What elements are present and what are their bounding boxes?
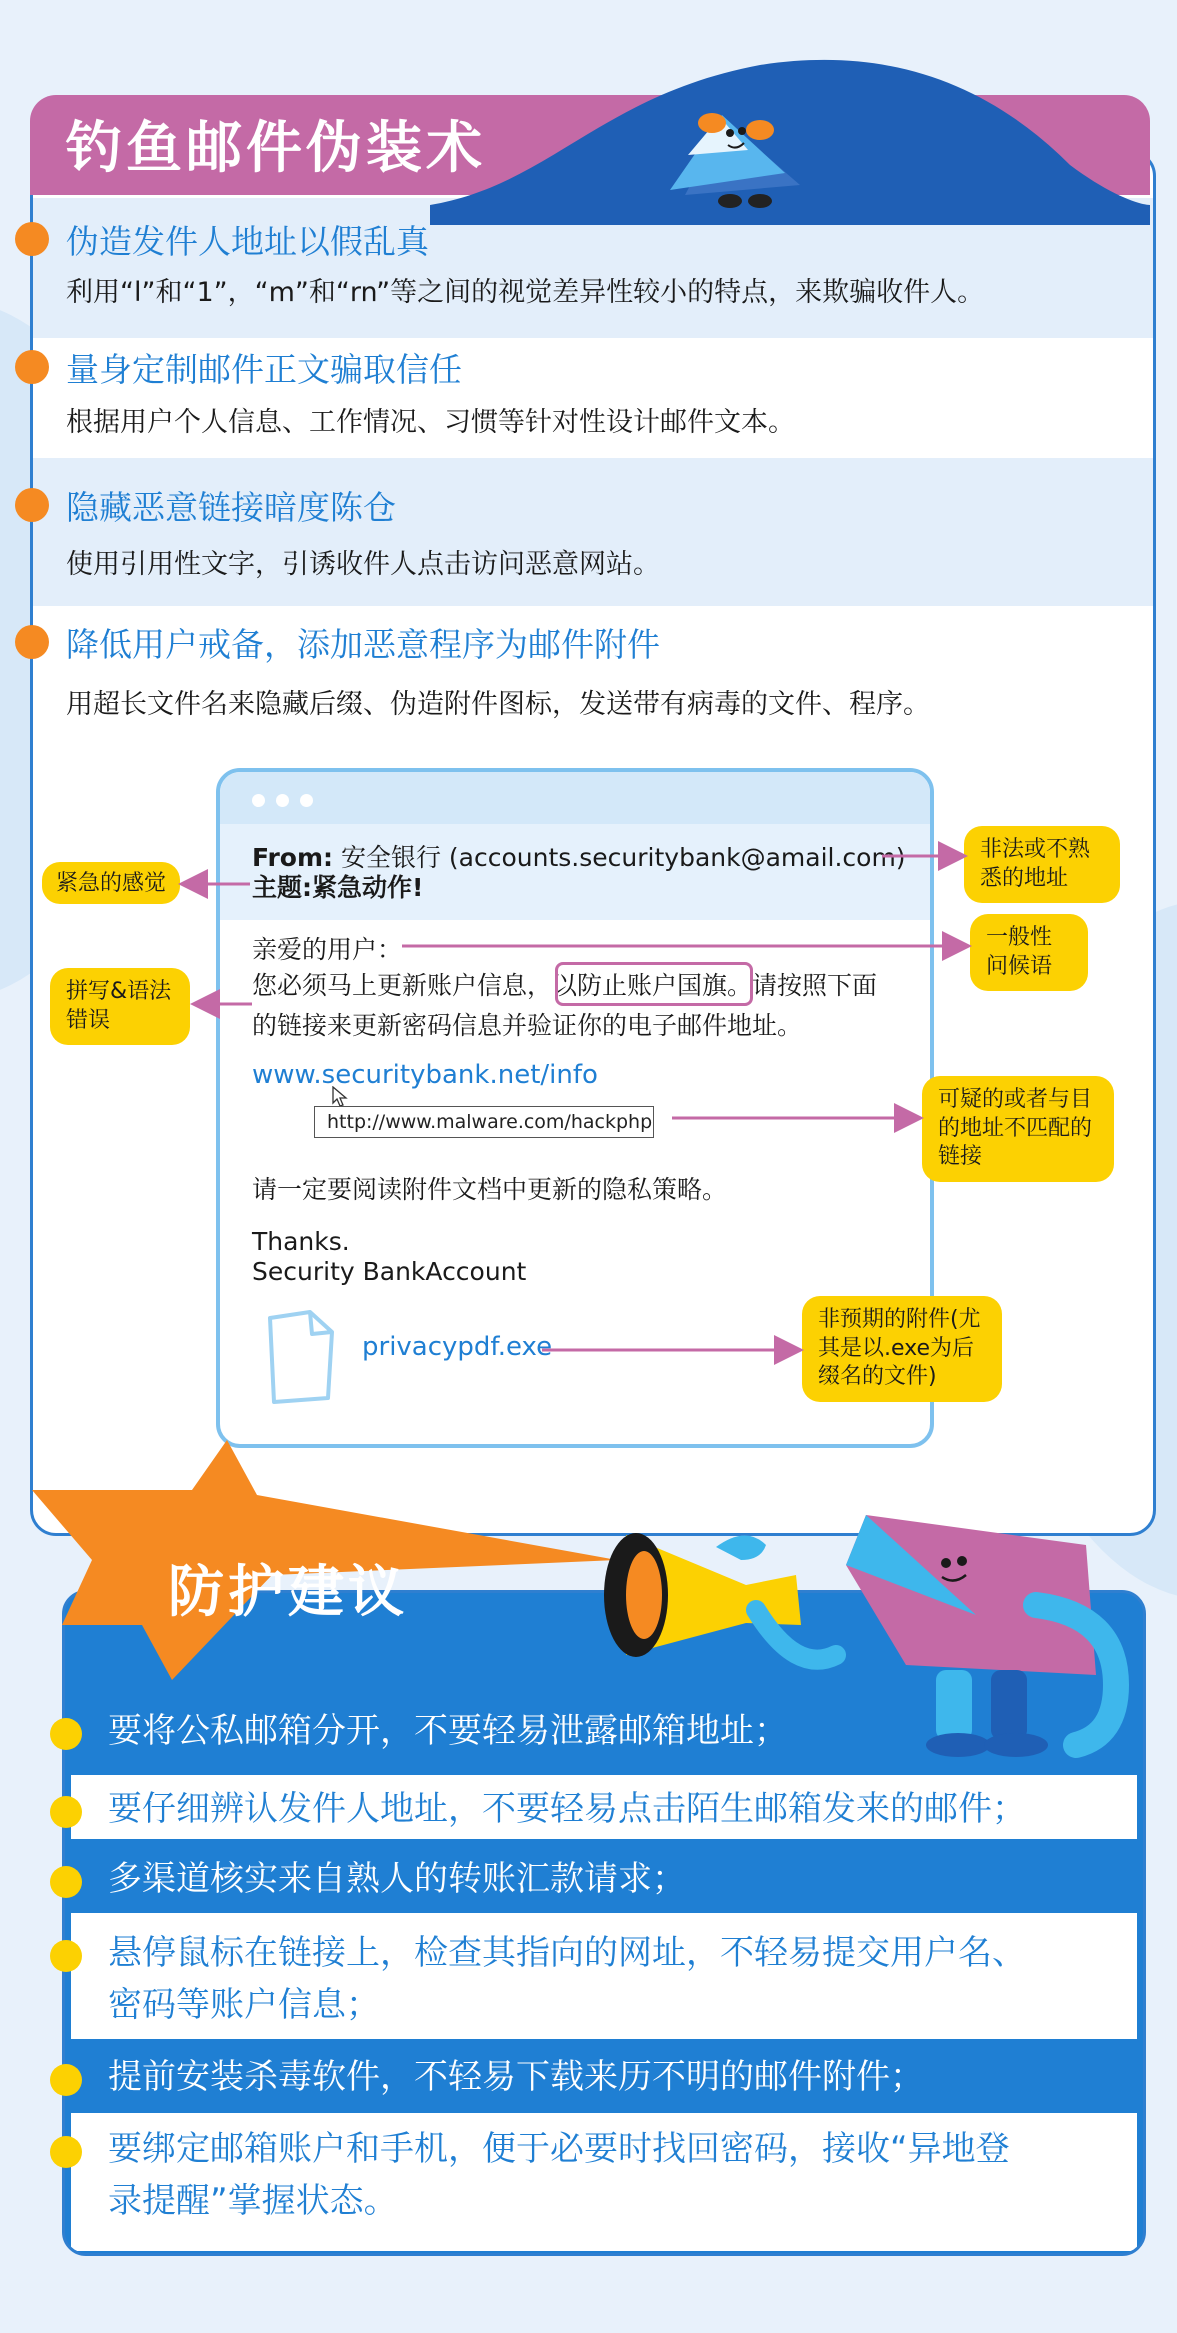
advice-text-5: 提前安装杀毒软件，不轻易下载来历不明的邮件附件；	[108, 2057, 924, 2097]
email-body-line1-highlight: 以防止账户国旗	[552, 971, 728, 1000]
email-link[interactable]: www.securitybank.net/info	[252, 1060, 598, 1090]
advice-text-6-line2: 录提醒”掌握状态。	[108, 2181, 398, 2221]
advice-bullet-2	[50, 1796, 82, 1828]
advice-text-3: 多渠道核实来自熟人的转账汇款请求；	[108, 1859, 686, 1899]
email-body-line1-b: 。请按照下面	[727, 971, 878, 1000]
tag-unfamiliar-address: 非法或不熟悉的地址	[964, 826, 1120, 903]
advice-bullet-5	[50, 2064, 82, 2096]
email-attachment[interactable]: privacypdf.exe	[362, 1332, 553, 1362]
advice-text-6-line1: 要绑定邮箱账户和手机，便于必要时找回密码，接收“异地登	[108, 2129, 1010, 2169]
tactic-desc-2: 根据用户个人信息、工作情况、习惯等针对性设计邮件文本。	[66, 407, 795, 438]
link-url-tooltip: http://www.malware.com/hackphp	[314, 1106, 654, 1138]
email-subject-label: 主题:	[252, 873, 312, 902]
email-notice: 请一定要阅读附件文档中更新的隐私策略。	[252, 1175, 728, 1204]
tag-spelling-grammar: 拼写&语法错误	[50, 968, 190, 1045]
email-greeting: 亲爱的用户：	[252, 935, 403, 964]
email-body-line1-a: 您必须马上更新账户信息，	[252, 971, 553, 1000]
tactic-desc-1: 利用“l”和“1”，“m”和“rn”等之间的视觉差异性较小的特点，来欺骗收件人。	[66, 277, 985, 308]
email-from-value: 安全银行 (accounts.securitybank@amail.com)	[340, 843, 906, 872]
email-signature: Security BankAccount	[252, 1257, 527, 1286]
advice-bullet-3	[50, 1866, 82, 1898]
tag-unexpected-attachment: 非预期的附件(尤其是以.exe为后缀名的文件)	[802, 1296, 1002, 1402]
advice-title: 防护建议	[168, 1560, 408, 1625]
page-title: 钓鱼邮件伪装术	[66, 116, 486, 181]
advice-text-4-line2: 密码等账户信息；	[108, 1985, 380, 2025]
tag-suspicious-link: 可疑的或者与目的地址不匹配的链接	[922, 1076, 1114, 1182]
tactic-heading-3: 隐藏恶意链接暗度陈仓	[66, 488, 396, 527]
tactic-desc-3: 使用引用性文字，引诱收件人点击访问恶意网站。	[66, 549, 660, 580]
tag-urgent: 紧急的感觉	[42, 862, 180, 904]
advice-text-2: 要仔细辨认发件人地址，不要轻易点击陌生邮箱发来的邮件；	[108, 1789, 1026, 1829]
email-body-line2: 的链接来更新密码信息并验证你的电子邮件地址。	[252, 1011, 803, 1040]
advice-bullet-6	[50, 2136, 82, 2168]
advice-text-1: 要将公私邮箱分开，不要轻易泄露邮箱地址；	[108, 1711, 788, 1751]
tactic-heading-2: 量身定制邮件正文骗取信任	[66, 350, 462, 389]
tactic-heading-4: 降低用户戒备，添加恶意程序为邮件附件	[66, 625, 660, 664]
email-signoff: Thanks.	[252, 1227, 350, 1256]
tactic-heading-1: 伪造发件人地址以假乱真	[66, 222, 429, 261]
tag-generic-greeting: 一般性问候语	[970, 914, 1088, 991]
tactic-desc-4: 用超长文件名来隐藏后缀、伪造附件图标，发送带有病毒的文件、程序。	[66, 689, 930, 720]
advice-bullet-1	[50, 1718, 82, 1750]
advice-text-4-line1: 悬停鼠标在链接上，检查其指向的网址，不轻易提交用户名、	[108, 1933, 1026, 1973]
advice-bullet-4	[50, 1940, 82, 1972]
email-subject-value: 紧急动作!	[312, 873, 424, 902]
email-from-label: From:	[252, 843, 334, 872]
